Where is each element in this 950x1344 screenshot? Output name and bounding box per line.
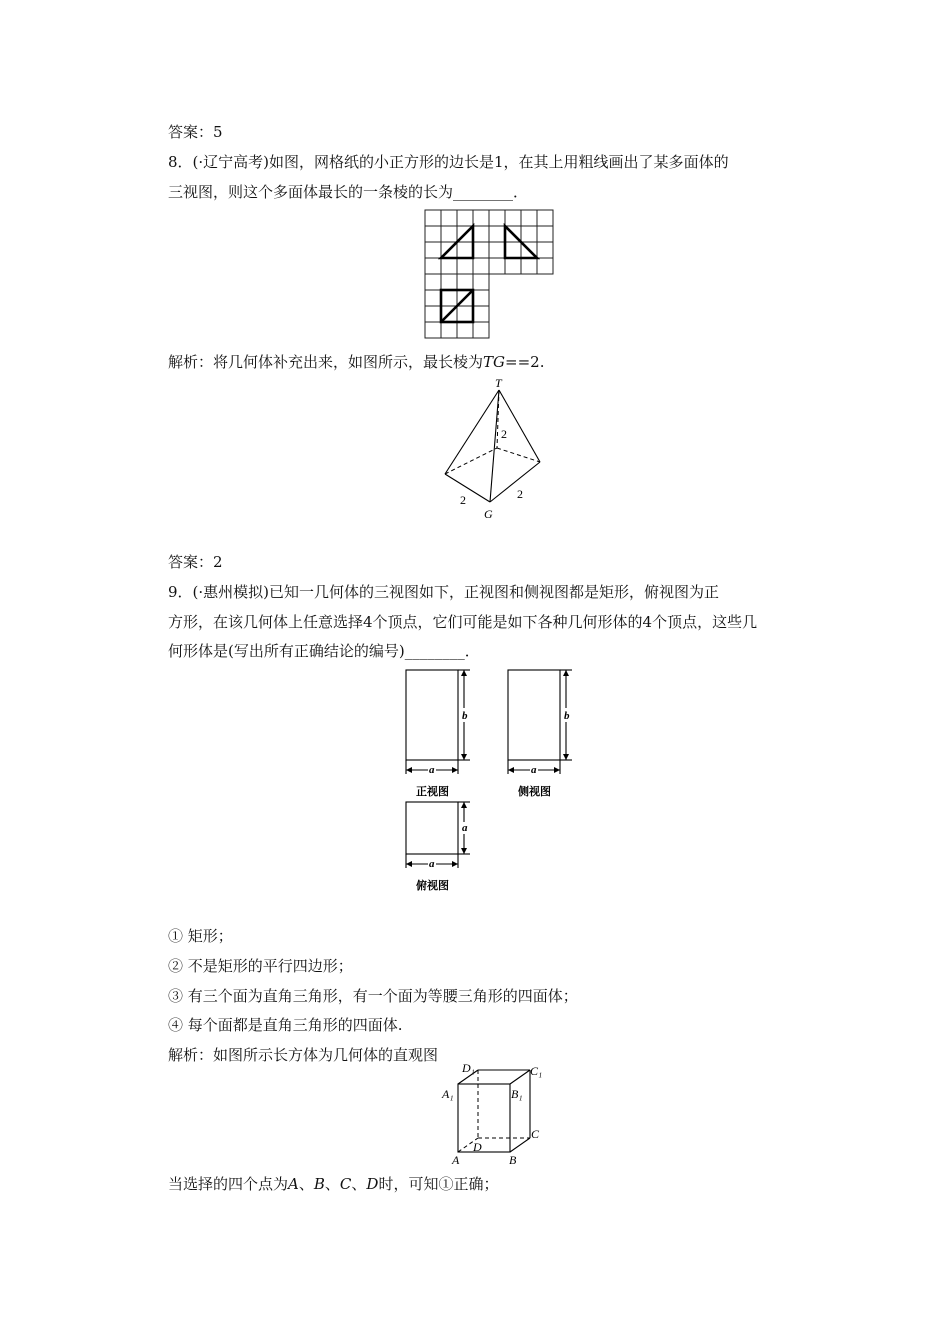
answer-q7: 答案：5 bbox=[168, 123, 223, 141]
label-D: D bbox=[473, 1140, 482, 1154]
edge-label-right: 2 bbox=[517, 487, 523, 501]
q8-grid-three-views-figure bbox=[425, 210, 557, 340]
top-view-label: 俯视图 bbox=[416, 880, 449, 892]
q9-three-views-figure bbox=[398, 664, 590, 896]
front-view-label: 正视图 bbox=[416, 786, 449, 798]
q9-last-line: 当选择的四个点为A、B、C、D时，可知①正确； bbox=[168, 1175, 499, 1193]
label-D1: D₁ bbox=[462, 1061, 475, 1075]
label-A: A bbox=[452, 1153, 460, 1167]
q9-option-1: ① 矩形； bbox=[168, 927, 233, 945]
q8-analysis: 解析：将几何体补充出来，如图所示，最长棱为TG==2. bbox=[168, 353, 545, 371]
edge-label-left: 2 bbox=[460, 493, 466, 507]
side-view-label: 侧视图 bbox=[518, 786, 551, 798]
q9-option-2: ② 不是矩形的平行四边形； bbox=[168, 957, 353, 975]
label-A1: A₁ bbox=[442, 1087, 454, 1101]
q8-pyramid-figure bbox=[440, 376, 550, 521]
q9-text-line1: 9．(·惠州模拟)已知一几何体的三视图如下，正视图和侧视图都是矩形，俯视图为正 bbox=[168, 583, 720, 601]
top-dim-a-vertical: a bbox=[462, 822, 468, 834]
label-B1: B₁ bbox=[511, 1087, 523, 1101]
front-dim-a: a bbox=[429, 764, 435, 776]
q9-option-3: ③ 有三个面为直角三角形，有一个面为等腰三角形的四面体； bbox=[168, 987, 578, 1005]
front-dim-b: b bbox=[462, 710, 468, 722]
q9-cuboid-figure bbox=[440, 1062, 550, 1168]
vertex-label-top: T bbox=[495, 376, 502, 390]
top-dim-a-horizontal: a bbox=[429, 858, 435, 870]
vertex-label-bottom: G bbox=[484, 507, 493, 521]
label-C: C bbox=[531, 1127, 540, 1141]
q9-text-line2: 方形，在该几何体上任意选择4个顶点，它们可能是如下各种几何形体的4个顶点，这些几 bbox=[168, 613, 758, 631]
q8-text-line1: 8．(·辽宁高考)如图，网格纸的小正方形的边长是1，在其上用粗线画出了某多面体的 bbox=[168, 153, 729, 171]
side-dim-a: a bbox=[531, 764, 537, 776]
edge-label-vertical: 2 bbox=[501, 427, 507, 441]
q9-text-line3: 何形体是(写出所有正确结论的编号)________． bbox=[168, 642, 480, 660]
q9-option-4: ④ 每个面都是直角三角形的四面体. bbox=[168, 1016, 403, 1034]
side-dim-b: b bbox=[564, 710, 570, 722]
label-B: B bbox=[509, 1153, 517, 1167]
q9-analysis: 解析：如图所示长方体为几何体的直观图 bbox=[168, 1046, 439, 1064]
label-C1: C₁ bbox=[530, 1064, 543, 1078]
q8-text-line2: 三视图，则这个多面体最长的一条棱的长为________． bbox=[168, 183, 529, 201]
answer-q8: 答案：2 bbox=[168, 553, 223, 571]
